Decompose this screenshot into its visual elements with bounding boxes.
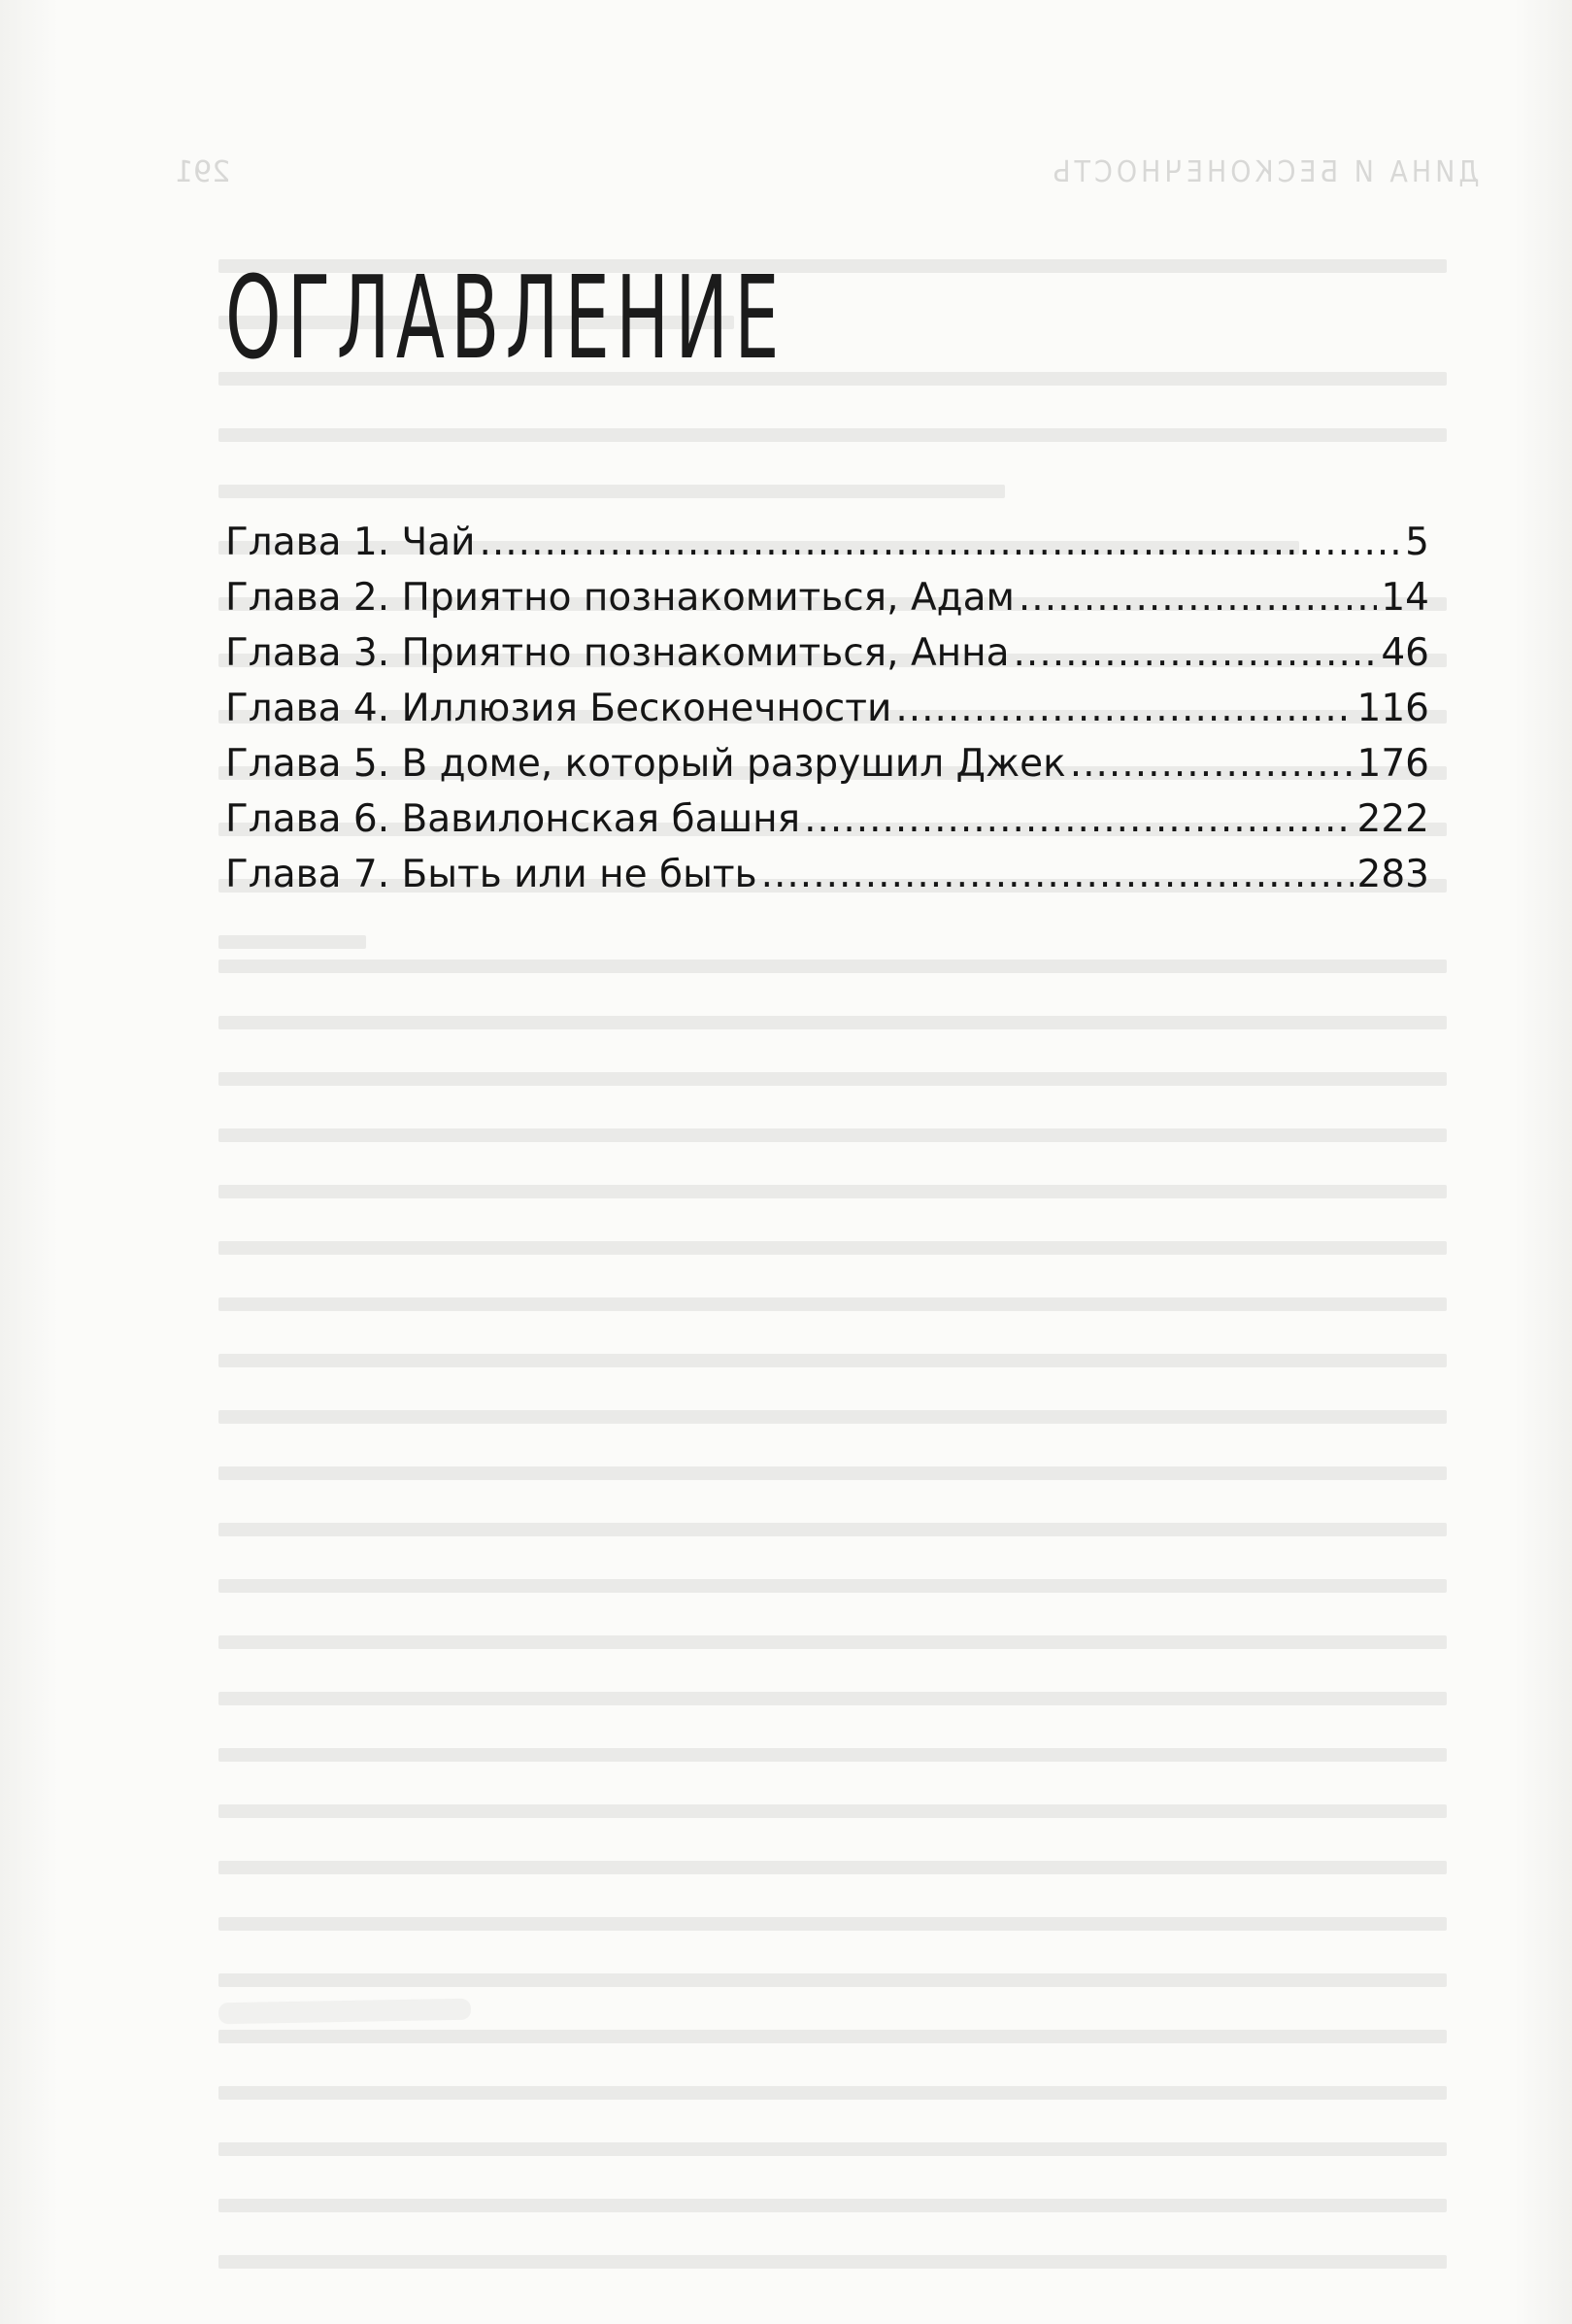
- toc-entry: [225, 687, 1429, 742]
- toc-entry-page-number: 176: [1356, 742, 1429, 786]
- toc-entry: [225, 797, 1429, 853]
- toc-entry-label: Глава 1. Чай: [225, 521, 476, 564]
- toc-dot-leader: [895, 687, 1353, 730]
- toc-dot-leader: [1019, 576, 1377, 620]
- toc-entry-page-number: 116: [1356, 687, 1429, 730]
- toc-entry: [225, 742, 1429, 797]
- toc-entry-page-number: 5: [1405, 521, 1429, 564]
- toc-entry-page-number: 14: [1381, 576, 1429, 620]
- toc-entry-page-number: 222: [1356, 797, 1429, 841]
- toc-entry: [225, 853, 1429, 908]
- toc-dot-leader: [1014, 631, 1378, 675]
- toc-dot-leader: [761, 853, 1354, 896]
- toc-entry: [225, 521, 1429, 576]
- toc-entry: [225, 631, 1429, 687]
- toc-entry: [225, 576, 1429, 631]
- toc-dot-leader: [479, 521, 1401, 564]
- toc-dot-leader: [1070, 742, 1354, 786]
- show-through-header: ДИНА И БЕСКОНЕЧНОСТЬ: [1049, 155, 1480, 189]
- toc-entry-page-number: 283: [1356, 853, 1429, 896]
- toc-entry-label: Глава 5. В доме, который разрушил Джек: [225, 742, 1066, 786]
- toc-dot-leader: [804, 797, 1353, 841]
- show-through-page-number: 291: [175, 155, 231, 189]
- toc-entry-label: Глава 2. Приятно познакомиться, Адам: [225, 576, 1015, 620]
- toc-entry-label: Глава 4. Иллюзия Бесконечности: [225, 687, 892, 730]
- toc-entry-label: Глава 6. Вавилонская башня: [225, 797, 801, 841]
- toc-entry-label: Глава 3. Приятно познакомиться, Анна: [225, 631, 1010, 675]
- page-title: ОГЛАВЛЕНИЕ: [225, 251, 786, 385]
- paper-smudge: [218, 1999, 471, 2025]
- toc-entry-label: Глава 7. Быть или не быть: [225, 853, 757, 896]
- show-through-text-block-2: [218, 938, 1447, 2290]
- table-of-contents: [225, 521, 1429, 908]
- toc-entry-page-number: 46: [1381, 631, 1429, 675]
